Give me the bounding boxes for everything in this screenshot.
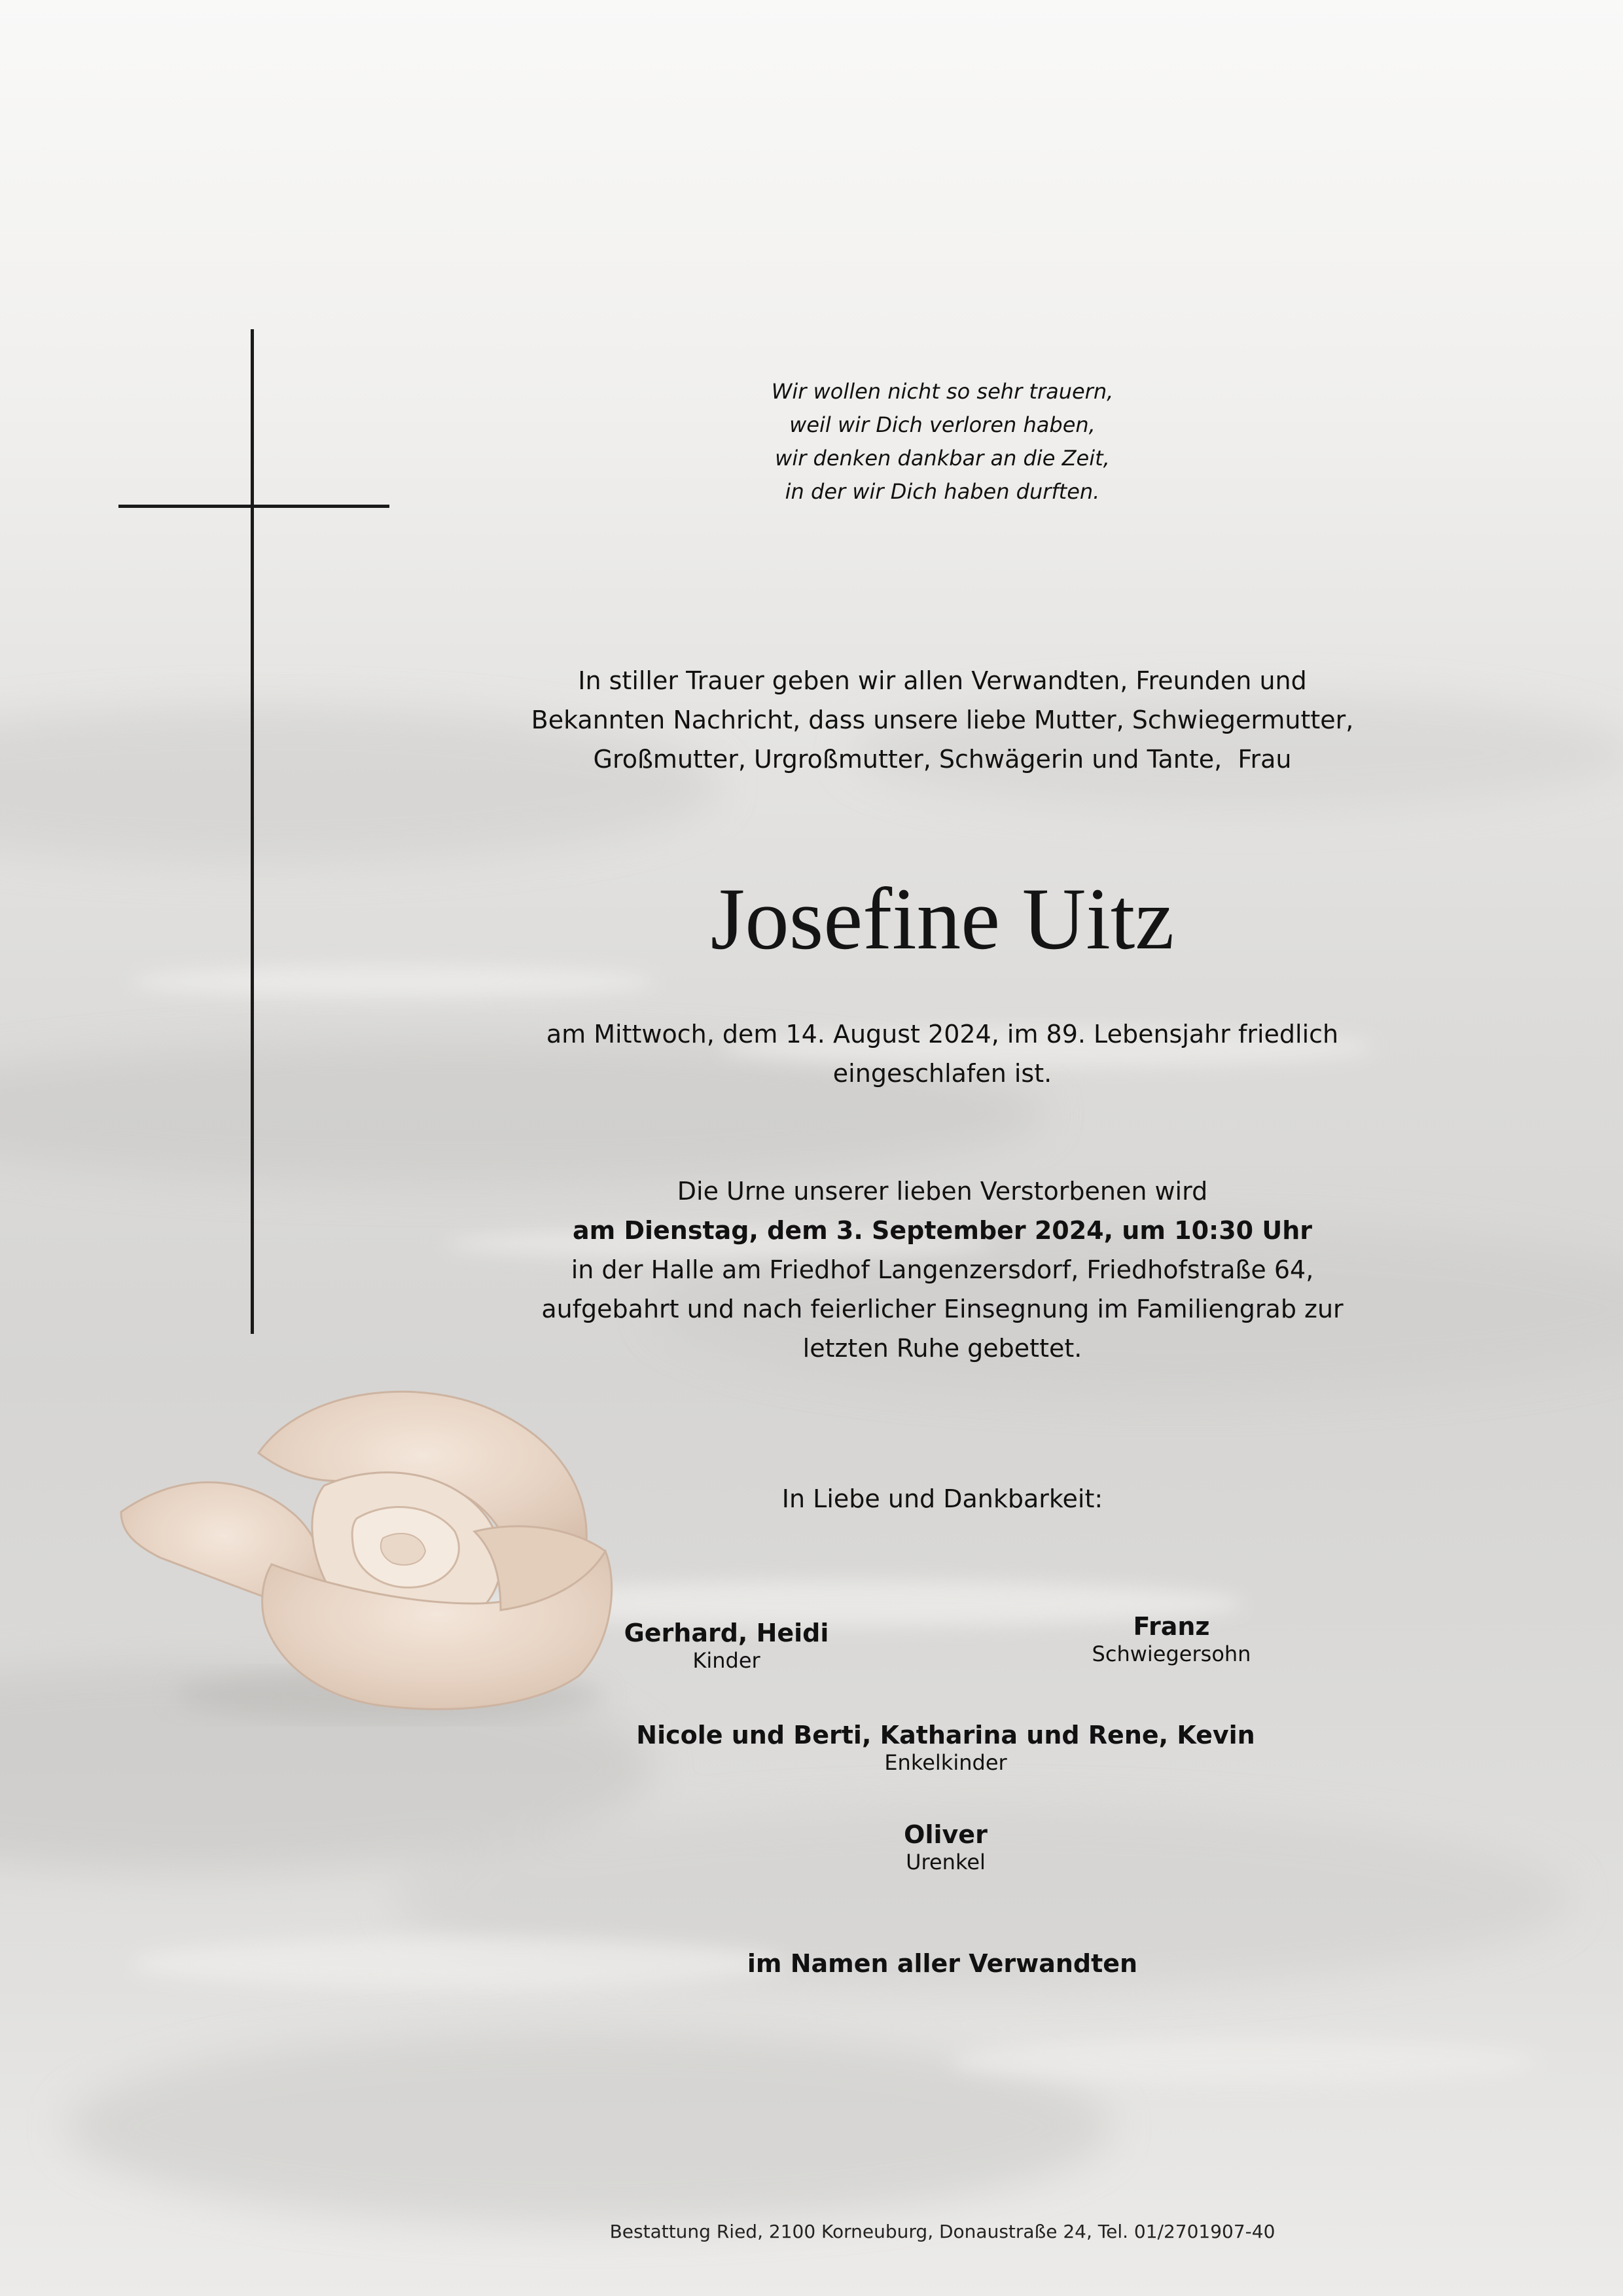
mourner-name: Franz — [1133, 1612, 1210, 1641]
thanks-line: In Liebe und Dankbarkeit: — [781, 1484, 1103, 1513]
mourner-relation: Schwiegersohn — [1092, 1641, 1251, 1666]
cross-horizontal-bar — [118, 505, 389, 508]
signature-line: im Namen aller Verwandten — [747, 1949, 1138, 1978]
mourner-relation: Kinder — [692, 1648, 760, 1673]
mourner-entry — [923, 1611, 1420, 1666]
mourner-entry — [697, 1820, 1194, 1874]
intro-line: Großmutter, Urgroßmutter, Schwägerin und Tante, Frau — [593, 745, 1292, 774]
funeral-line: in der Halle am Friedhof Langenzersdorf, Friedhofstraße 64, — [571, 1255, 1314, 1284]
rose-icon — [108, 1368, 645, 1734]
mourner-relation: Enkelkinder — [884, 1750, 1007, 1775]
mourner-name: Gerhard, Heidi — [624, 1619, 829, 1647]
quote-line: Wir wollen nicht so sehr trauern, — [771, 379, 1114, 404]
passing-notice — [458, 1014, 1427, 1093]
funeral-details — [458, 1172, 1427, 1368]
funeral-line: Die Urne unserer lieben Verstorbenen wird — [677, 1177, 1208, 1206]
mourner-relation: Urenkel — [906, 1850, 986, 1874]
funeral-home-footer: Bestattung Ried, 2100 Korneuburg, Donaustraße 24, Tel. 01/2701907-40 — [609, 2221, 1275, 2242]
quote-line: in der wir Dich haben durften. — [785, 479, 1100, 504]
quote-line: weil wir Dich verloren haben, — [789, 412, 1096, 437]
poem-quote — [458, 375, 1427, 509]
cross-vertical-bar — [251, 329, 254, 1334]
quote-line: wir denken dankbar an die Zeit, — [775, 446, 1110, 471]
announcement-intro — [458, 661, 1427, 779]
mourner-name: Nicole und Berti, Katharina und Rene, Kevin — [636, 1721, 1255, 1749]
deceased-name: Josefine Uitz — [710, 870, 1175, 968]
passed-line: am Mittwoch, dem 14. August 2024, im 89. Lebensjahr friedlich — [546, 1020, 1339, 1049]
mourner-entry — [576, 1720, 1315, 1775]
intro-line: In stiller Trauer geben wir allen Verwandten, Freunden und — [578, 666, 1307, 695]
funeral-line: letzten Ruhe gebettet. — [802, 1334, 1082, 1363]
intro-line: Bekannten Nachricht, dass unsere liebe Mutter, Schwiegermutter, — [531, 706, 1354, 734]
mourner-name: Oliver — [904, 1820, 988, 1849]
passed-line: eingeschlafen ist. — [832, 1059, 1052, 1088]
mourner-entry — [478, 1618, 975, 1673]
funeral-line: aufgebahrt und nach feierlicher Einsegnung im Familiengrab zur — [541, 1295, 1344, 1323]
funeral-date: am Dienstag, dem 3. September 2024, um 10:30 Uhr — [572, 1216, 1313, 1245]
